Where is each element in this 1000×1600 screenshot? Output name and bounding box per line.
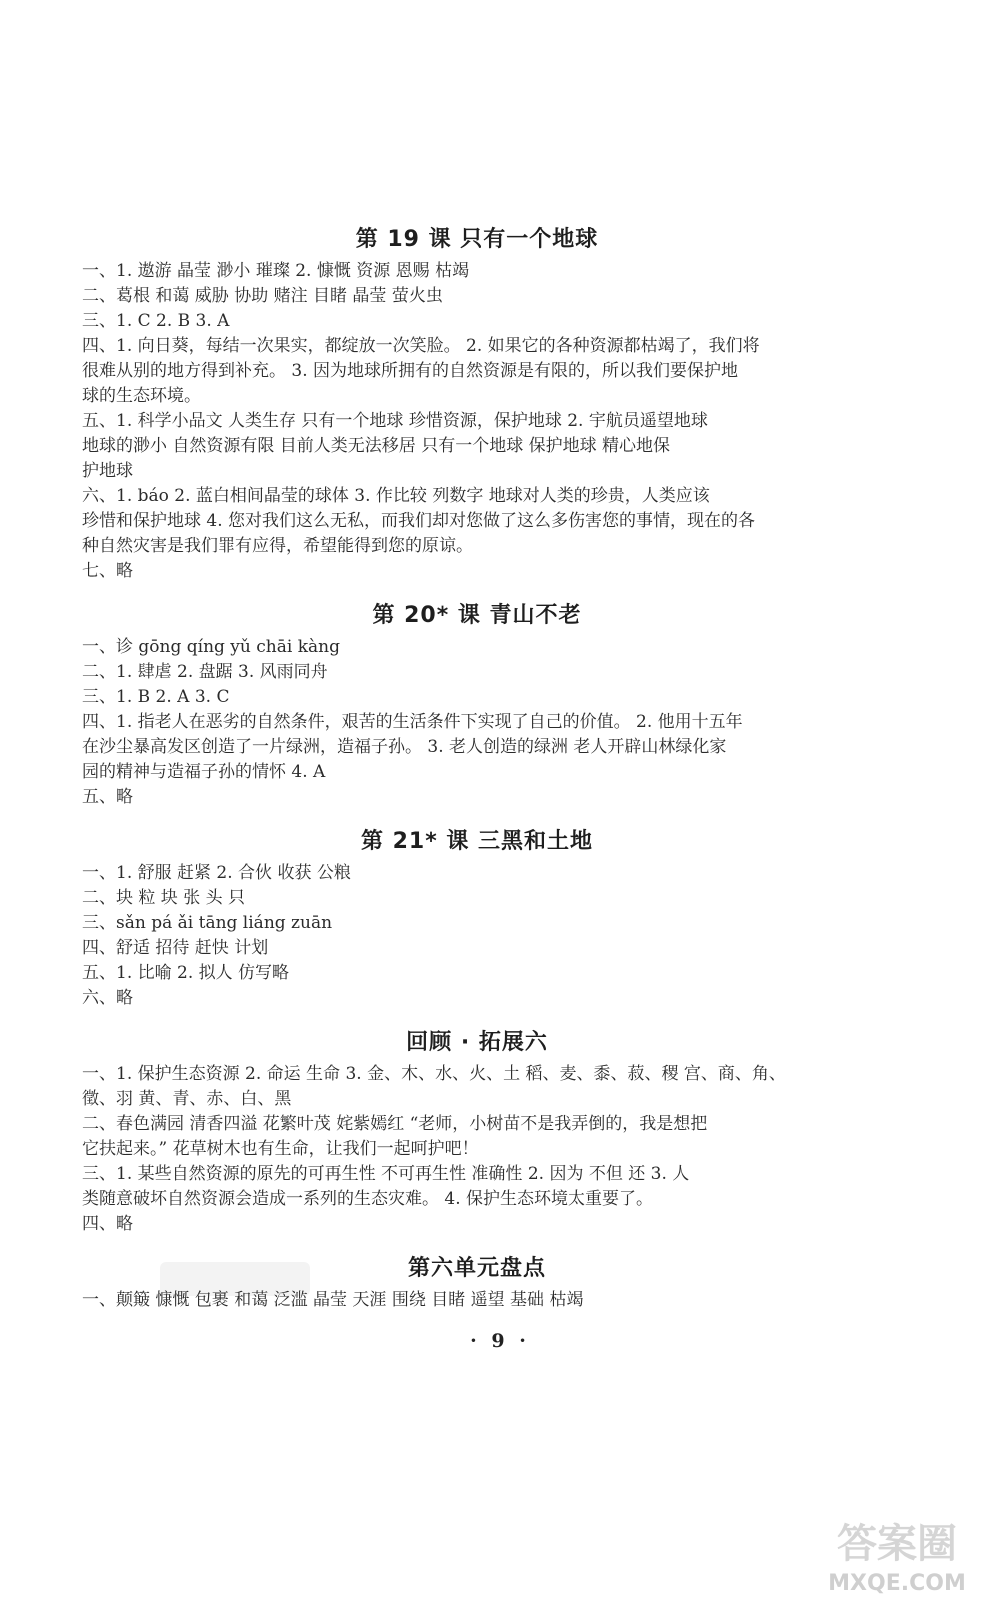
answer-line: 五、略: [82, 787, 133, 807]
answer-line: 类随意破坏自然资源会造成一系列的生态灾难。 4. 保护生态环境太重要了。: [82, 1189, 654, 1209]
answer-line: 球的生态环境。: [82, 386, 201, 406]
answer-line: 种自然灾害是我们罪有应得，希望能得到您的原谅。: [82, 536, 473, 556]
answer-line: 五、1. 科学小品文 人类生存 只有一个地球 珍惜资源，保护地球 2. 宇航员遥望地球: [82, 411, 708, 431]
answer-line: 一、1. 保护生态资源 2. 命运 生命 3. 金、木、水、火、土 稻、麦、黍、菽、稷 宫、商、角、: [82, 1064, 786, 1084]
watermark: [812, 1512, 982, 1596]
answer-line: 六、1. báo 2. 蓝白相间晶莹的球体 3. 作比较 列数字 地球对人类的珍贵，人类应该: [82, 486, 710, 506]
section-title: 回顾 · 拓展六: [406, 1030, 548, 1055]
answer-line: 一、1. 舒服 赶紧 2. 合伙 收获 公粮: [82, 863, 351, 883]
answer-line: 二、1. 肆虐 2. 盘踞 3. 风雨同舟: [82, 662, 328, 682]
section-lesson-19: [82, 222, 872, 584]
answer-line: 二、块 粒 块 张 头 只: [82, 888, 246, 908]
answer-line: 珍惜和保护地球 4. 您对我们这么无私，而我们却对您做了这么多伤害您的事情，现在的各: [82, 511, 756, 531]
watermark-logo: 答案圈: [837, 1521, 957, 1567]
answer-line: 一、诊 gōng qíng yǔ chāi kàng: [82, 637, 340, 657]
answer-line: 六、略: [82, 988, 133, 1008]
section-lesson-20: [82, 598, 872, 810]
answer-line: 护地球: [82, 461, 133, 481]
answer-line: 地球的渺小 自然资源有限 目前人类无法移居 只有一个地球 保护地球 精心地保: [82, 436, 671, 456]
section-lesson-21: [82, 824, 872, 1011]
answer-line: 园的精神与造福子孙的情怀 4. A: [82, 762, 326, 782]
answer-line: 二、春色满园 清香四溢 花繁叶茂 姹紫嫣红 “老师，小树苗不是我弄倒的，我是想把: [82, 1114, 708, 1134]
answer-page: [82, 222, 872, 1313]
page-number: · 9 ·: [470, 1330, 530, 1352]
section-title: 第 20* 课 青山不老: [372, 603, 582, 628]
answer-line: 徵、羽 黄、青、赤、白、黑: [82, 1089, 292, 1109]
answer-line: 七、略: [82, 561, 133, 581]
answer-line: 四、1. 指老人在恶劣的自然条件，艰苦的生活条件下实现了自己的价值。 2. 他用十五年: [82, 712, 743, 732]
faint-stamp-mark: [160, 1262, 310, 1296]
answer-line: 三、1. B 2. A 3. C: [82, 687, 230, 707]
section-review-6: [82, 1025, 872, 1237]
answer-line: 二、葛根 和蔼 威胁 协助 赌注 目睹 晶莹 萤火虫: [82, 286, 443, 306]
answer-line: 三、sǎn pá ǎi tāng liáng zuān: [82, 913, 333, 933]
section-title: 第 21* 课 三黑和土地: [360, 829, 594, 854]
answer-line: 五、1. 比喻 2. 拟人 仿写略: [82, 963, 290, 983]
watermark-site: MXQE.COM: [828, 1571, 966, 1596]
section-title: 第 19 课 只有一个地球: [355, 227, 599, 252]
answer-line: 四、略: [82, 1214, 133, 1234]
answer-line: 在沙尘暴高发区创造了一片绿洲，造福子孙。 3. 老人创造的绿洲 老人开辟山林绿化家: [82, 737, 727, 757]
answer-line: 三、1. C 2. B 3. A: [82, 311, 230, 331]
answer-line: 三、1. 某些自然资源的原先的可再生性 不可再生性 准确性 2. 因为 不但 还 3. 人: [82, 1164, 690, 1184]
answer-line: 四、舒适 招待 赶快 计划: [82, 938, 269, 958]
answer-line: 四、1. 向日葵，每结一次果实，都绽放一次笑脸。 2. 如果它的各种资源都枯竭了，我们将: [82, 336, 760, 356]
answer-line: 它扶起来。” 花草树木也有生命，让我们一起呵护吧！: [82, 1139, 479, 1159]
answer-line: 一、1. 遨游 晶莹 渺小 璀璨 2. 慷慨 资源 恩赐 枯竭: [82, 261, 470, 281]
section-title: 第六单元盘点: [407, 1256, 546, 1281]
answer-line: 一、颠簸 慷慨 包裹 和蔼 泛滥 晶莹 天涯 围绕 目睹 遥望 基础 枯竭: [82, 1290, 584, 1310]
answer-line: 很难从别的地方得到补充。 3. 因为地球所拥有的自然资源是有限的，所以我们要保护地: [82, 361, 739, 381]
